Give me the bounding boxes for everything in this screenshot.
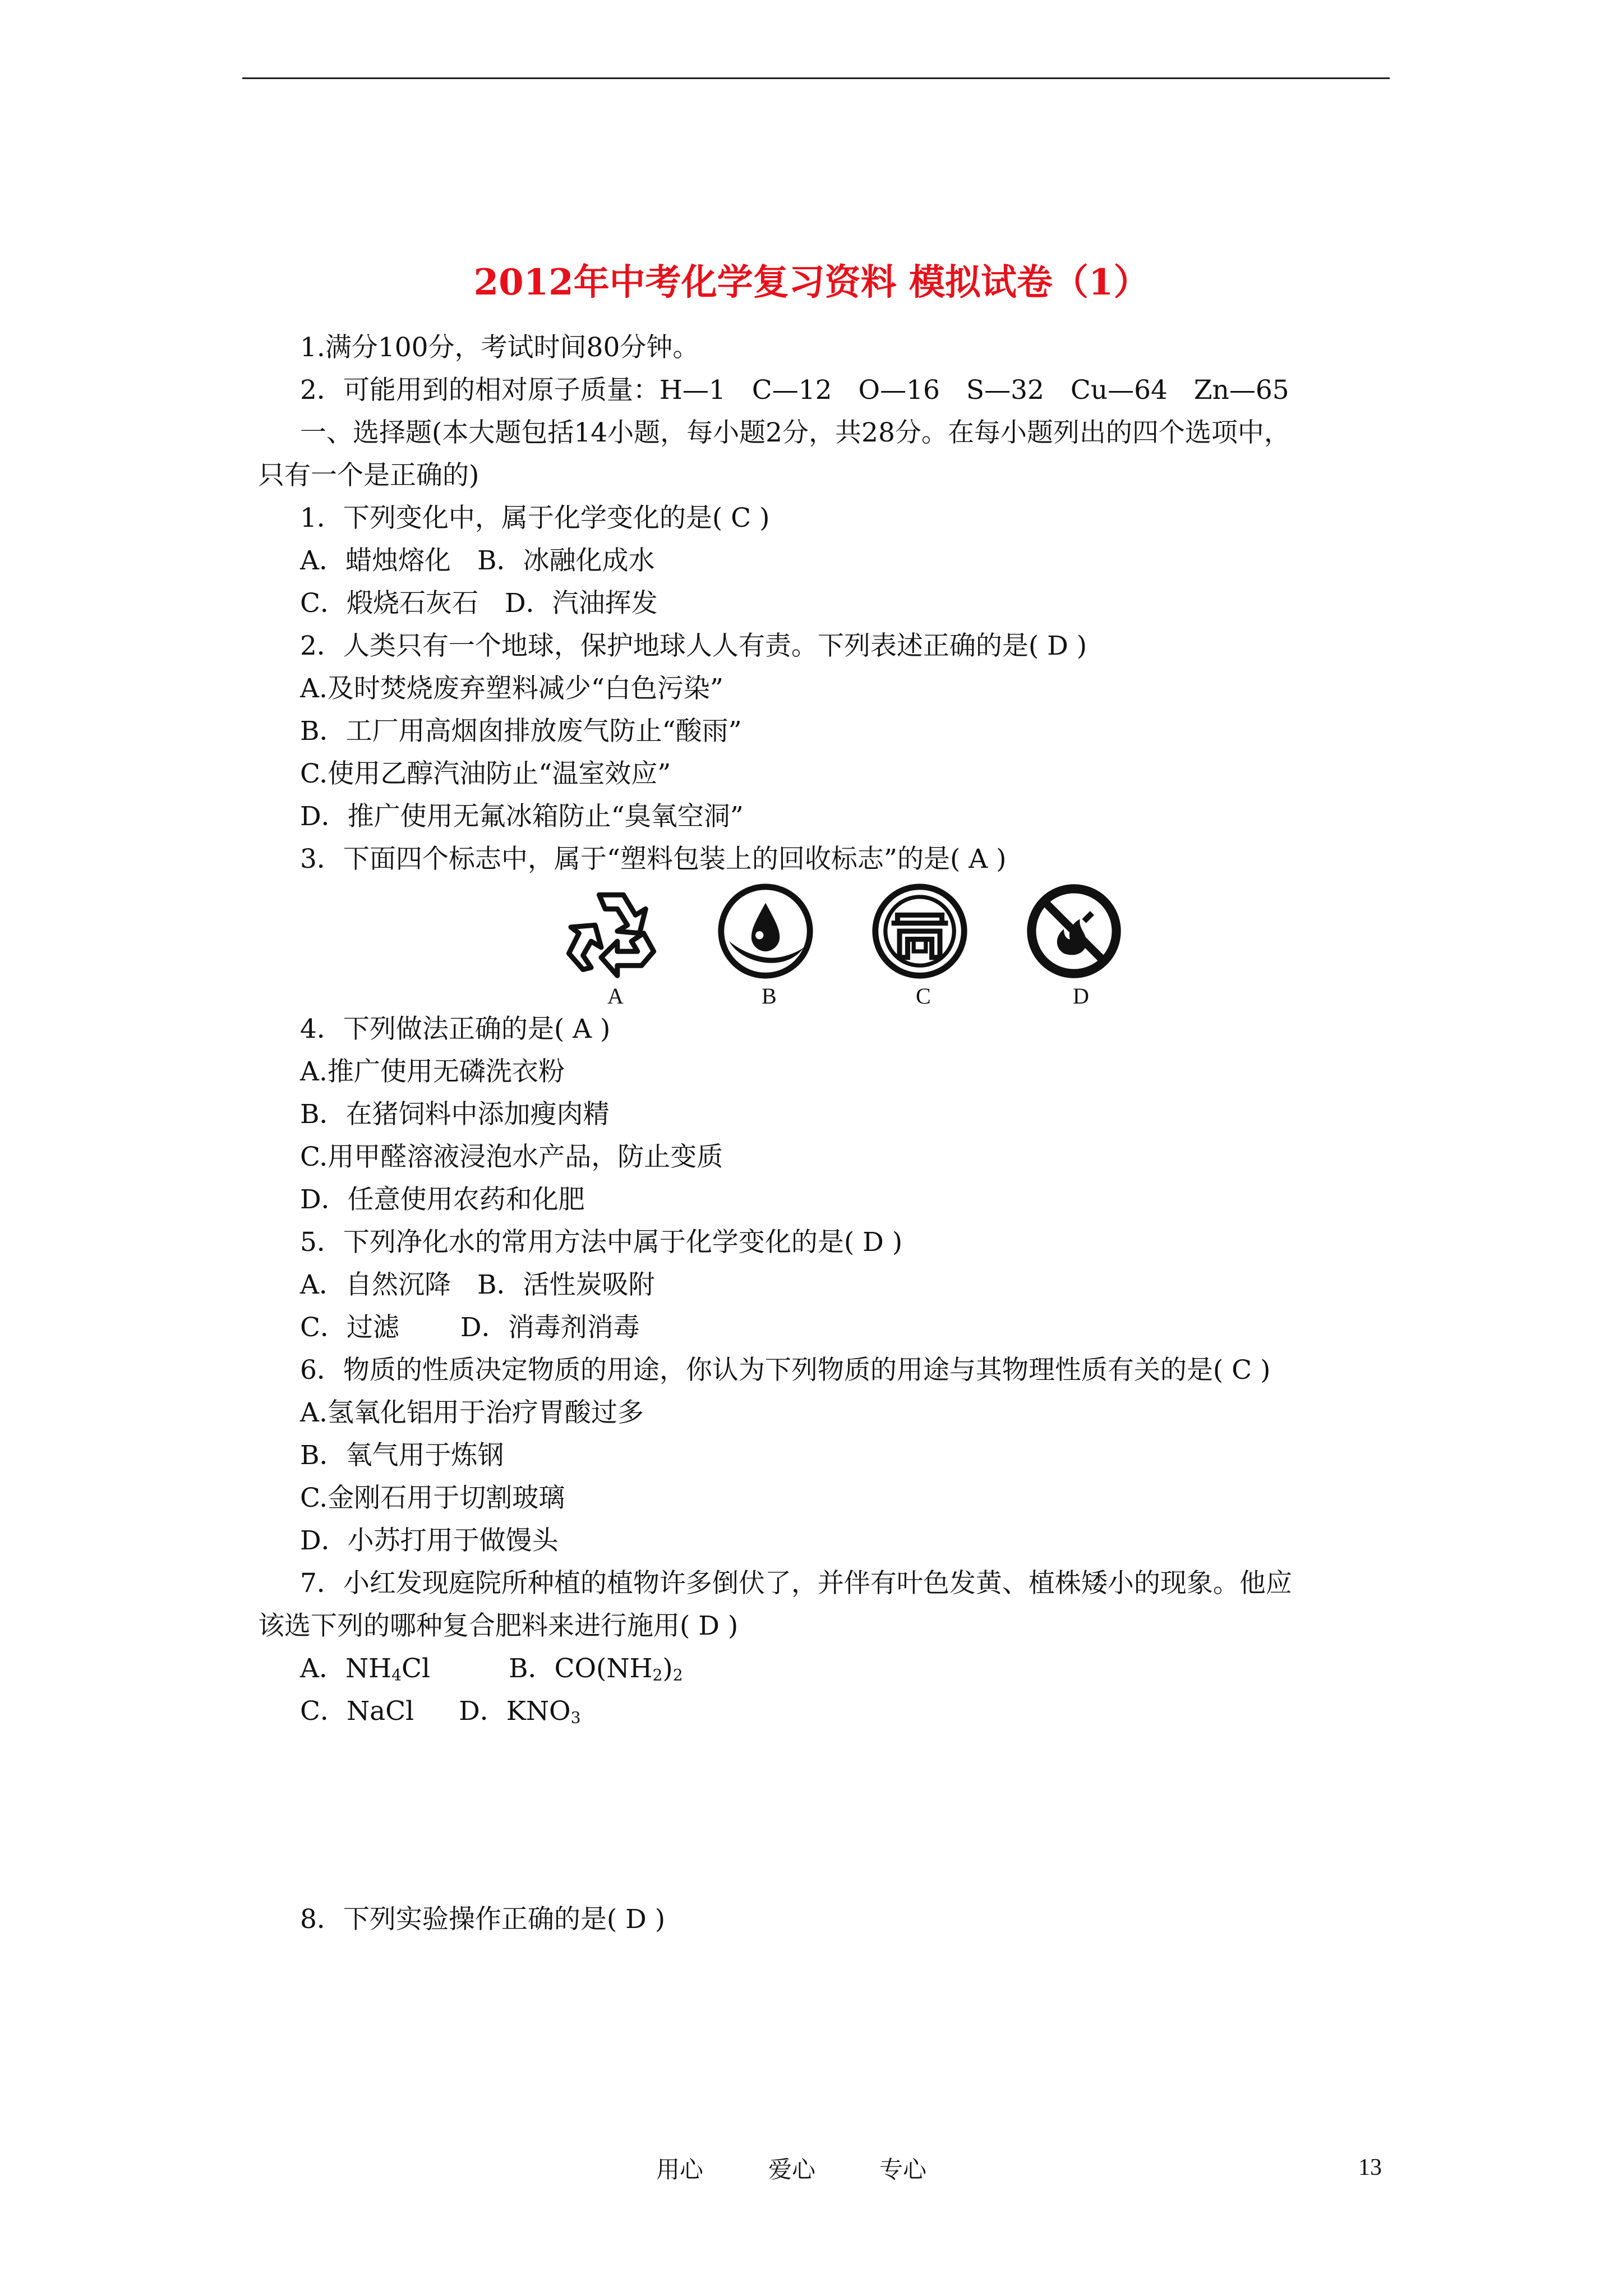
- water-drop-hand-icon: [715, 881, 816, 982]
- q4-stem: 4．下列做法正确的是( A ): [300, 1014, 611, 1045]
- q8-stem: 8．下列实验操作正确的是( D ): [300, 1904, 666, 1935]
- q2-option-c: C.使用乙醇汽油防止“温室效应”: [300, 758, 671, 789]
- q6-option-c: C.金刚石用于切割玻璃: [300, 1483, 565, 1513]
- q3-icons: [561, 881, 1150, 1010]
- q4-option-d: D．任意使用农药和化肥: [300, 1184, 585, 1215]
- q5-options-2: C．过滤 D．消毒剂消毒: [300, 1312, 640, 1343]
- footer-right: 专心: [879, 2156, 927, 2183]
- note-1: 1.满分100分，考试时间80分钟。: [300, 332, 699, 363]
- q7-options-2: [300, 1695, 581, 1728]
- q7-stem: 7．小红发现庭院所种植的植物许多倒伏了，并伴有叶色发黄、植株矮小的现象。他应: [300, 1568, 1292, 1599]
- q7-option-d: D．$KNO_3$: [459, 1696, 581, 1727]
- q7-option-c: C．NaCl: [300, 1696, 414, 1727]
- q2-option-a: A.及时焚烧废弃塑料减少“白色污染”: [300, 673, 723, 704]
- q1-options-2: C．煅烧石灰石 D．汽油挥发: [300, 588, 658, 619]
- footer-left: 用心: [656, 2156, 704, 2183]
- q7-option-b: B．$CO(NH_2)_2$: [509, 1653, 683, 1685]
- q2-option-d: D．推广使用无氟冰箱防止“臭氧空洞”: [300, 801, 744, 832]
- section-heading: 一、选择题(本大题包括14小题，每小题2分，共28分。在每小题列出的四个选项中，: [300, 417, 1290, 448]
- q4-option-a: A.推广使用无磷洗衣粉: [300, 1056, 565, 1087]
- page-number: 13: [1358, 2155, 1382, 2180]
- header-rule: [242, 77, 1390, 79]
- q6-option-b: B．氧气用于炼钢: [300, 1440, 504, 1471]
- footer-mid: 爱心: [768, 2156, 816, 2183]
- recycle-icon: [561, 881, 662, 982]
- q5-stem: 5．下列净化水的常用方法中属于化学变化的是( D ): [300, 1227, 903, 1258]
- q3-label-c: C: [916, 983, 931, 1009]
- q7-option-a: A．$NH_4Cl$: [300, 1653, 430, 1685]
- q1-options-1: A．蜡烛熔化 B．冰融化成水: [300, 545, 655, 576]
- no-fire-icon: [1023, 881, 1124, 982]
- q6-option-a: A.氢氧化铝用于治疗胃酸过多: [300, 1397, 644, 1428]
- q7-options-1: [300, 1652, 683, 1686]
- q6-option-d: D．小苏打用于做馒头: [300, 1525, 559, 1556]
- page-title: 2012年中考化学复习资料 模拟试卷（1）: [473, 261, 1150, 303]
- q3-stem: 3．下面四个标志中，属于“塑料包装上的回收标志”的是( A ): [300, 844, 1007, 875]
- building-emblem-icon: [869, 881, 970, 982]
- note-2: 2．可能用到的相对原子质量：H—1 C—12 O—16 S—32 Cu—64 Zn—65: [300, 375, 1289, 406]
- q3-label-d: D: [1073, 983, 1089, 1009]
- q1-stem: 1．下列变化中，属于化学变化的是( C ): [300, 503, 770, 533]
- q3-label-a: A: [607, 983, 624, 1009]
- q6-stem: 6．物质的性质决定物质的用途，你认为下列物质的用途与其物理性质有关的是( C ): [300, 1355, 1271, 1386]
- q5-options-1: A．自然沉降 B．活性炭吸附: [300, 1269, 655, 1300]
- q7-stem-cont: 该选下列的哪种复合肥料来进行施用( D ): [258, 1611, 739, 1641]
- section-heading-cont: 只有一个是正确的): [258, 460, 479, 491]
- q4-option-c: C.用甲醛溶液浸泡水产品，防止变质: [300, 1142, 723, 1172]
- q3-label-b: B: [762, 983, 777, 1009]
- q2-option-b: B．工厂用高烟囱排放废气防止“酸雨”: [300, 716, 742, 747]
- q2-stem: 2．人类只有一个地球，保护地球人人有责。下列表述正确的是( D ): [300, 631, 1087, 661]
- q4-option-b: B．在猪饲料中添加瘦肉精: [300, 1099, 610, 1130]
